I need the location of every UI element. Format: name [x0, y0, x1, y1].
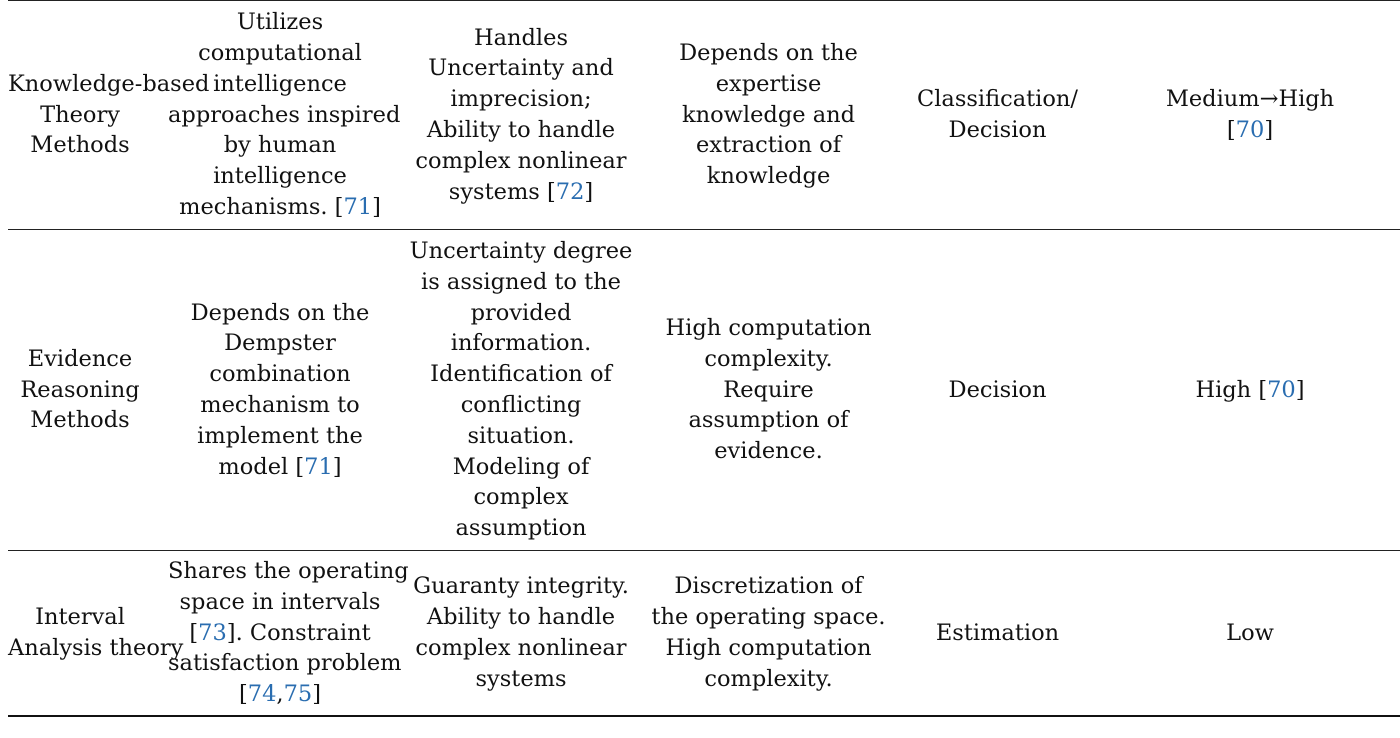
limitations-line: Discretization of — [674, 573, 863, 600]
text: ] — [312, 681, 321, 708]
citation-link[interactable]: 73 — [198, 619, 227, 646]
text: systems [ — [448, 178, 556, 205]
limitations-line: High computation — [665, 635, 872, 661]
method-line: Evidence — [27, 345, 133, 372]
limitations-line: assumption of — [688, 407, 849, 434]
description-line — [168, 452, 392, 483]
description-line — [168, 618, 392, 649]
limitations-cell — [642, 230, 895, 551]
method-line: Analysis theory — [8, 635, 184, 661]
limitations-line: Depends on the — [679, 40, 858, 66]
text: ] — [372, 193, 381, 220]
description-line: Dempster — [224, 330, 336, 357]
advantages-line: Uncertainty degree — [409, 238, 633, 265]
description-line: by human — [223, 132, 337, 159]
description-line: combination — [209, 361, 351, 388]
limitations-line: complexity. — [704, 345, 833, 372]
level-line: Medium→High — [1165, 86, 1335, 113]
limitations-line: complexity. — [704, 665, 833, 692]
text: ] — [584, 178, 594, 205]
text: [ — [189, 619, 199, 646]
limitations-line: knowledge and — [681, 101, 856, 128]
method-line: Methods — [30, 407, 130, 434]
advantages-line: conflicting — [460, 392, 582, 418]
advantages-line: situation. — [467, 422, 575, 449]
citation-link[interactable]: 71 — [304, 453, 333, 480]
advantages-line: provided — [470, 299, 572, 326]
description-line — [168, 679, 392, 710]
text: ] — [1264, 117, 1274, 143]
method-line: Reasoning — [20, 376, 140, 403]
limitations-cell — [642, 551, 895, 717]
limitations-line: the operating space. — [651, 604, 886, 631]
description-line: Utilizes — [236, 9, 324, 36]
table-row — [8, 230, 1400, 551]
text: mechanisms. [ — [179, 193, 344, 220]
level-cell — [1100, 1, 1400, 230]
application-line: Classification/ — [917, 86, 1078, 113]
application-cell — [895, 230, 1100, 551]
description-line: mechanism to — [200, 392, 360, 418]
citation-link[interactable]: 71 — [343, 193, 373, 220]
method-line: Knowledge-based — [8, 70, 210, 97]
application-cell — [895, 1, 1100, 230]
text: ] — [1295, 376, 1305, 403]
limitations-line: High computation — [665, 315, 872, 341]
text: [ — [239, 681, 248, 708]
advantages-line: Uncertainty and — [428, 55, 614, 82]
advantages-line: is assigned to the — [421, 268, 621, 295]
description-line: space in intervals — [179, 588, 381, 615]
description-cell — [160, 551, 409, 717]
text: High [ — [1195, 376, 1268, 403]
description-line: intelligence — [213, 70, 347, 97]
limitations-line: evidence. — [714, 438, 823, 465]
description-cell — [160, 1, 400, 230]
description-line: approaches inspired — [168, 101, 401, 128]
application-line: Decision — [948, 117, 1047, 143]
citation-link[interactable]: 70 — [1267, 376, 1296, 403]
level-line — [1108, 375, 1392, 406]
method-line: Theory — [40, 101, 120, 128]
description-line: Shares the operating — [168, 558, 409, 584]
advantages-line: complex — [473, 484, 569, 511]
advantages-line — [408, 177, 634, 208]
advantages-line: Ability to handle — [426, 604, 616, 631]
description-line — [168, 192, 392, 223]
methods-comparison-table — [8, 0, 1400, 717]
description-line: computational — [198, 40, 362, 66]
text: model [ — [218, 453, 305, 480]
advantages-line: information. — [450, 330, 592, 357]
description-line: Depends on the — [190, 299, 370, 326]
method-line: Methods — [30, 132, 130, 159]
advantages-line: Handles — [474, 24, 568, 51]
citation-link[interactable]: 75 — [283, 681, 313, 708]
text: ]. Constraint — [226, 619, 371, 646]
description-cell — [160, 230, 400, 551]
limitations-line: extraction of — [695, 132, 842, 159]
citation-link[interactable]: 72 — [555, 178, 585, 205]
advantages-line: assumption — [455, 515, 587, 542]
level-cell — [1100, 230, 1400, 551]
method-cell — [8, 230, 160, 551]
method-cell — [8, 1, 210, 230]
advantages-cell — [400, 230, 642, 551]
limitations-line: expertise — [715, 70, 822, 97]
limitations-line: knowledge — [706, 163, 831, 190]
advantages-line: complex nonlinear — [415, 147, 627, 174]
level-line: Low — [1226, 619, 1274, 646]
advantages-line: Guaranty integrity. — [413, 573, 629, 600]
advantages-cell — [400, 551, 642, 717]
citation-link[interactable]: 74 — [247, 681, 277, 708]
advantages-line: complex nonlinear — [415, 635, 627, 661]
advantages-line: imprecision; — [450, 86, 592, 113]
advantages-cell — [400, 1, 642, 230]
table-row — [8, 551, 1400, 717]
method-line: Interval — [35, 604, 125, 631]
text: [ — [1226, 117, 1236, 143]
limitations-cell — [642, 1, 895, 230]
citation-link[interactable]: 70 — [1235, 117, 1265, 143]
table-row — [8, 1, 1400, 230]
application-line: Estimation — [935, 619, 1060, 646]
application-line: Decision — [948, 376, 1047, 403]
level-cell — [1100, 551, 1400, 717]
method-cell — [8, 551, 184, 717]
application-cell — [895, 551, 1100, 717]
advantages-line: Identification of — [430, 361, 612, 388]
description-line: implement the — [197, 422, 363, 449]
text: , — [276, 681, 284, 708]
advantages-line: systems — [475, 665, 567, 692]
advantages-line: Ability to handle — [426, 117, 616, 143]
limitations-line: Require — [723, 376, 814, 403]
level-line — [1108, 115, 1392, 146]
advantages-line: Modeling of — [452, 453, 590, 480]
description-line: intelligence — [213, 163, 347, 190]
text: ] — [332, 453, 342, 480]
description-line: satisfaction problem — [168, 650, 402, 677]
